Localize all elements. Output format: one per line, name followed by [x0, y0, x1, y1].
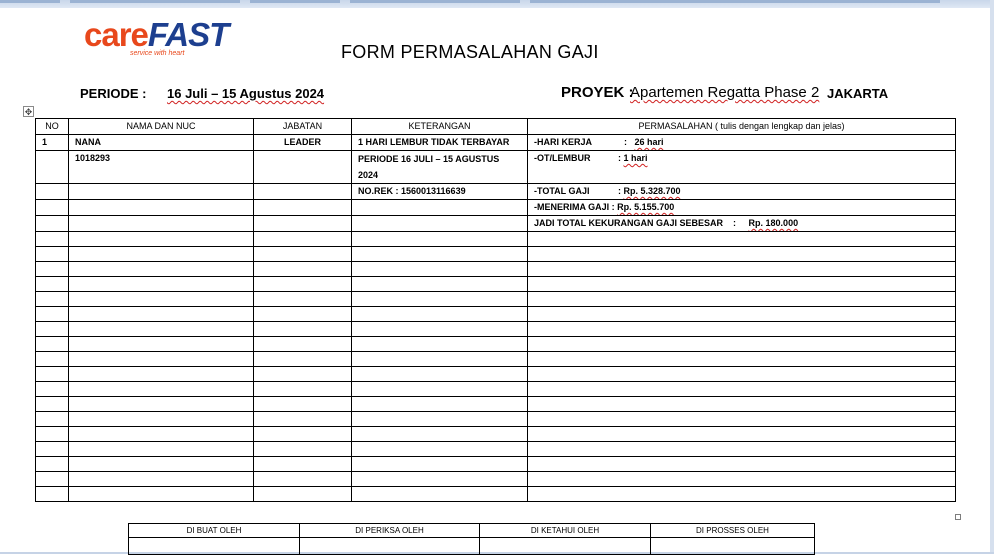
cell-jabatan[interactable]	[254, 247, 352, 262]
sig-dibuat: DI BUAT OLEH	[129, 524, 300, 538]
table-row	[36, 487, 956, 502]
cell-permasalahan[interactable]	[528, 382, 956, 397]
cell-keterangan[interactable]	[352, 322, 528, 337]
cell-jabatan[interactable]	[254, 277, 352, 292]
cell-jabatan[interactable]	[254, 307, 352, 322]
cell-nama[interactable]	[69, 427, 254, 442]
cell-permasalahan[interactable]	[528, 367, 956, 382]
cell-permasalahan[interactable]	[528, 262, 956, 277]
cell-keterangan[interactable]: NO.REK : 1560013116639	[352, 184, 528, 200]
sig-diketahui-space[interactable]	[480, 538, 651, 555]
cell-permasalahan[interactable]	[528, 232, 956, 247]
cell-keterangan[interactable]	[352, 367, 528, 382]
header-permasalahan: PERMASALAHAN ( tulis dengan lengkap dan jelas)	[528, 119, 956, 135]
cell-jabatan[interactable]	[254, 367, 352, 382]
cell-permasalahan[interactable]: -MENERIMA GAJI : Rp. 5.155.700	[528, 200, 956, 216]
cell-nama[interactable]	[69, 292, 254, 307]
cell-permasalahan[interactable]: -OT/LEMBUR : 1 hari	[528, 151, 956, 184]
cell-jabatan[interactable]	[254, 352, 352, 367]
ot-label: -OT/LEMBUR	[534, 153, 591, 163]
cell-keterangan[interactable]	[352, 277, 528, 292]
sig-diproses-space[interactable]	[651, 538, 815, 555]
table-row	[36, 135, 956, 151]
total-gaji-value: Rp. 5.328.700	[623, 186, 681, 196]
cell-nama[interactable]: NANA	[69, 135, 254, 151]
cell-keterangan[interactable]	[352, 442, 528, 457]
form-title: FORM PERMASALAHAN GAJI	[341, 42, 599, 62]
cell-permasalahan[interactable]	[528, 247, 956, 262]
cell-no[interactable]	[36, 382, 69, 397]
sig-diketahui: DI KETAHUI OLEH	[480, 524, 651, 538]
kekurangan-value: Rp. 180.000	[748, 218, 799, 228]
cell-keterangan[interactable]	[352, 232, 528, 247]
hari-kerja-label: -HARI KERJA	[534, 137, 593, 147]
cell-keterangan[interactable]	[352, 352, 528, 367]
cell-jabatan[interactable]	[254, 151, 352, 184]
move-handle-icon[interactable]: ✥	[24, 107, 33, 117]
sig-diproses: DI PROSSES OLEH	[651, 524, 815, 538]
cell-permasalahan[interactable]	[528, 412, 956, 427]
cell-jabatan[interactable]	[254, 457, 352, 472]
table-row	[36, 352, 956, 367]
cell-permasalahan[interactable]	[528, 442, 956, 457]
table-row	[36, 216, 956, 232]
table-row	[36, 397, 956, 412]
cell-keterangan[interactable]	[352, 216, 528, 232]
cell-no[interactable]: 1	[36, 135, 69, 151]
cell-permasalahan[interactable]	[528, 277, 956, 292]
table-row	[36, 427, 956, 442]
sig-diperiksa-space[interactable]	[300, 538, 480, 555]
proyek-city: JAKARTA	[827, 86, 889, 101]
total-gaji-label: -TOTAL GAJI	[534, 186, 590, 196]
cell-nama[interactable]	[69, 216, 254, 232]
cell-jabatan[interactable]	[254, 442, 352, 457]
cell-jabatan[interactable]	[254, 216, 352, 232]
cell-no[interactable]	[36, 200, 69, 216]
table-row	[36, 277, 956, 292]
cell-no[interactable]	[36, 232, 69, 247]
table-row	[36, 292, 956, 307]
menerima-gaji-value: Rp. 5.155.700	[617, 202, 675, 212]
proyek-label: PROYEK :	[561, 84, 634, 101]
cell-permasalahan[interactable]	[528, 352, 956, 367]
cell-keterangan[interactable]	[352, 292, 528, 307]
periode-value: 16 Juli – 15 Agustus 2024	[167, 86, 325, 101]
header-no: NO	[36, 119, 69, 135]
table-row	[36, 382, 956, 397]
cell-keterangan[interactable]	[352, 397, 528, 412]
cell-keterangan[interactable]: 1 HARI LEMBUR TIDAK TERBAYAR	[352, 135, 528, 151]
cell-no[interactable]	[36, 397, 69, 412]
cell-nama[interactable]	[69, 397, 254, 412]
cell-keterangan[interactable]	[352, 200, 528, 216]
cell-nama[interactable]	[69, 322, 254, 337]
table-row	[36, 232, 956, 247]
table-row	[36, 262, 956, 277]
cell-permasalahan[interactable]	[528, 397, 956, 412]
cell-permasalahan[interactable]	[528, 322, 956, 337]
cell-jabatan[interactable]	[254, 200, 352, 216]
cell-no[interactable]	[36, 322, 69, 337]
cell-jabatan[interactable]: LEADER	[254, 135, 352, 151]
cell-nama[interactable]	[69, 412, 254, 427]
cell-no[interactable]	[36, 262, 69, 277]
menerima-gaji-label: -MENERIMA GAJI	[534, 202, 610, 212]
cell-keterangan[interactable]	[352, 472, 528, 487]
ot-value: 1 hari	[623, 153, 648, 163]
kekurangan-label: JADI TOTAL KEKURANGAN GAJI SEBESAR	[534, 218, 724, 228]
cell-permasalahan[interactable]	[528, 337, 956, 352]
cell-nama[interactable]	[69, 232, 254, 247]
cell-jabatan[interactable]	[254, 262, 352, 277]
cell-jabatan[interactable]	[254, 412, 352, 427]
cell-nama[interactable]	[69, 367, 254, 382]
cell-keterangan[interactable]	[352, 247, 528, 262]
header-jabatan: JABATAN	[254, 119, 352, 135]
cell-permasalahan[interactable]: JADI TOTAL KEKURANGAN GAJI SEBESAR : Rp. 180.000	[528, 216, 956, 232]
table-row	[36, 307, 956, 322]
cell-permasalahan[interactable]	[528, 292, 956, 307]
cell-permasalahan[interactable]	[528, 457, 956, 472]
cell-jabatan[interactable]	[254, 382, 352, 397]
cell-no[interactable]	[36, 184, 69, 200]
cell-permasalahan[interactable]	[528, 472, 956, 487]
cell-keterangan[interactable]	[352, 307, 528, 322]
cell-jabatan[interactable]	[254, 472, 352, 487]
cell-permasalahan[interactable]	[528, 487, 956, 502]
cell-permasalahan[interactable]: -HARI KERJA : 26 hari	[528, 135, 956, 151]
header-nama: NAMA DAN NUC	[69, 119, 254, 135]
cell-no[interactable]	[36, 292, 69, 307]
cell-no[interactable]	[36, 247, 69, 262]
cell-nama[interactable]	[69, 352, 254, 367]
window-right-edge	[990, 0, 994, 554]
cell-jabatan[interactable]	[254, 232, 352, 247]
cell-jabatan[interactable]	[254, 322, 352, 337]
cell-nama[interactable]	[69, 307, 254, 322]
cell-nama[interactable]	[69, 442, 254, 457]
table-row	[36, 457, 956, 472]
cell-keterangan[interactable]	[352, 262, 528, 277]
cell-no[interactable]	[36, 442, 69, 457]
cell-permasalahan[interactable]	[528, 427, 956, 442]
cell-nama[interactable]	[69, 472, 254, 487]
signature-table	[128, 523, 815, 555]
cell-jabatan[interactable]	[254, 397, 352, 412]
cell-nama[interactable]	[69, 457, 254, 472]
cell-nama[interactable]	[69, 337, 254, 352]
cell-permasalahan[interactable]: -TOTAL GAJI : Rp. 5.328.700	[528, 184, 956, 200]
cell-jabatan[interactable]	[254, 337, 352, 352]
cell-jabatan[interactable]	[254, 427, 352, 442]
cell-no[interactable]	[36, 412, 69, 427]
periode-label: PERIODE :	[80, 86, 147, 101]
cell-no[interactable]	[36, 307, 69, 322]
cell-no[interactable]	[36, 367, 69, 382]
window-top-bar	[0, 0, 994, 8]
cell-no[interactable]	[36, 277, 69, 292]
cell-no[interactable]	[36, 216, 69, 232]
table-row	[36, 337, 956, 352]
cell-nama[interactable]	[69, 382, 254, 397]
cell-no[interactable]	[36, 457, 69, 472]
hari-kerja-value: 26 hari	[634, 137, 664, 147]
cell-nama[interactable]	[69, 277, 254, 292]
carefast-logo: careFAST service with heart	[84, 16, 229, 57]
cell-no[interactable]	[36, 352, 69, 367]
header-keterangan: KETERANGAN	[352, 119, 528, 135]
cell-permasalahan[interactable]	[528, 307, 956, 322]
table-row	[36, 247, 956, 262]
table-row	[36, 442, 956, 457]
cell-nama[interactable]	[69, 200, 254, 216]
cell-no[interactable]	[36, 151, 69, 184]
table-row	[36, 412, 956, 427]
cell-jabatan[interactable]	[254, 487, 352, 502]
cell-no[interactable]	[36, 472, 69, 487]
sig-dibuat-space[interactable]	[129, 538, 300, 555]
table-row	[36, 151, 956, 184]
cell-nama[interactable]	[69, 184, 254, 200]
cell-no[interactable]	[36, 487, 69, 502]
cell-keterangan[interactable]	[352, 412, 528, 427]
cell-keterangan[interactable]	[352, 457, 528, 472]
table-header-row	[36, 119, 956, 135]
cell-keterangan[interactable]	[352, 382, 528, 397]
cell-nuc[interactable]: 1018293	[69, 151, 254, 184]
permasalahan-table	[35, 118, 956, 502]
table-resize-handle[interactable]	[955, 514, 961, 520]
cell-no[interactable]	[36, 337, 69, 352]
cell-nama[interactable]	[69, 487, 254, 502]
cell-jabatan[interactable]	[254, 184, 352, 200]
table-row	[36, 322, 956, 337]
cell-keterangan[interactable]	[352, 487, 528, 502]
proyek-value: Apartemen Regatta Phase 2	[630, 84, 820, 101]
table-row	[36, 367, 956, 382]
table-row	[36, 184, 956, 200]
cell-nama[interactable]	[69, 247, 254, 262]
cell-jabatan[interactable]	[254, 292, 352, 307]
table-row	[36, 200, 956, 216]
cell-keterangan[interactable]: PERIODE 16 JULI – 15 AGUSTUS 2024	[352, 151, 528, 184]
table-row	[36, 472, 956, 487]
cell-nama[interactable]	[69, 262, 254, 277]
sig-diperiksa: DI PERIKSA OLEH	[300, 524, 480, 538]
cell-no[interactable]	[36, 427, 69, 442]
cell-keterangan[interactable]	[352, 337, 528, 352]
cell-keterangan[interactable]	[352, 427, 528, 442]
